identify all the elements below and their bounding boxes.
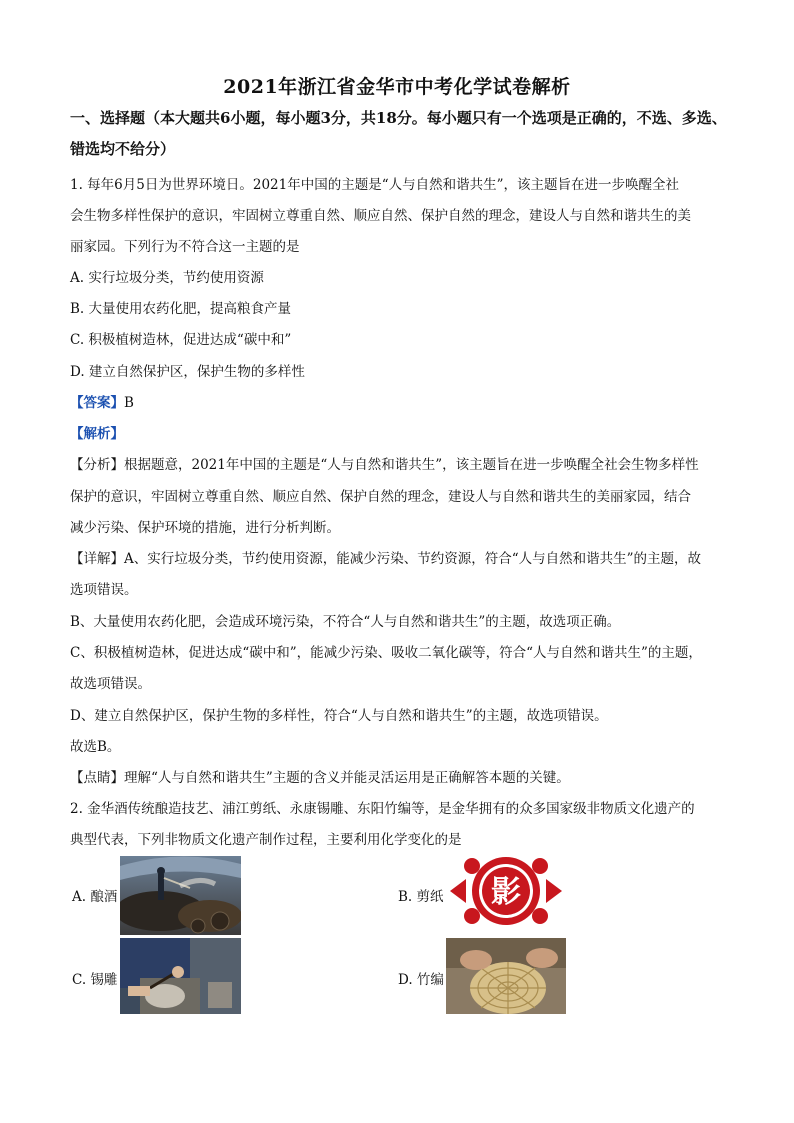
q1-xiangjie-line-2: 选项错误。 [70, 582, 138, 598]
q1-option-d: D. 建立自然保护区，保护生物的多样性 [70, 364, 305, 380]
dianjing-text: 理解“人与自然和谐共生”主题的含义并能灵活运用是正确解答本题的关键。 [124, 770, 570, 786]
q1-answer [70, 391, 134, 411]
tin-carving-photo [120, 938, 241, 1014]
q1-xiangjie-line-5: 故选项错误。 [70, 676, 151, 692]
answer-tag: 【答案】 [70, 395, 124, 411]
xiangjie-tag: 【详解】 [70, 551, 124, 567]
brewing-photo [120, 856, 241, 935]
papercut-char: 影 [491, 875, 521, 910]
q2-option-d-label: D. 竹编 [398, 972, 444, 988]
q1-xiangjie-line-4: C、积极植树造林，促进达成“碳中和”，能减少污染、吸收二氧化碳等，符合“人与自然和谐共生”的主题， [70, 645, 702, 661]
q1-stem-line-3: 丽家园。下列行为不符合这一主题的是 [70, 239, 300, 255]
q2-stem-line-2: 典型代表，下列非物质文化遗产制作过程，主要利用化学变化的是 [70, 832, 462, 848]
q1-jiexi [70, 422, 124, 442]
xiangjie-text-1: A、实行垃圾分类，节约使用资源，能减少污染、节约资源，符合“人与自然和谐共生”的主题，故 [124, 551, 702, 567]
q1-xiangjie-line-3: B、大量使用农药化肥，会造成环境污染，不符合“人与自然和谐共生”的主题，故选项正确。 [70, 614, 621, 630]
q1-option-b: B. 大量使用农药化肥，提高粮食产量 [70, 301, 292, 317]
papercut-image [446, 852, 566, 930]
fenxi-text-1: 根据题意，2021年中国的主题是“人与自然和谐共生”，该主题旨在进一步唤醒全社会生物多样性 [124, 457, 699, 473]
answer-value: B [124, 395, 134, 411]
q2-stem-line-1: 2. 金华酒传统酿造技艺、浦江剪纸、永康锡雕、东阳竹编等，是金华拥有的众多国家级非物质文化遗产的 [70, 801, 695, 817]
q1-xiangjie-line-6: D、建立自然保护区，保护生物的多样性，符合“人与自然和谐共生”的主题，故选项错误。 [70, 708, 608, 724]
q1-fenxi-line-2: 保护的意识，牢固树立尊重自然、顺应自然、保护自然的理念，建设人与自然和谐共生的美丽家园，结合 [70, 489, 691, 505]
fenxi-tag: 【分析】 [70, 457, 124, 473]
jiexi-tag: 【解析】 [70, 426, 124, 442]
q1-fenxi-line-3: 减少污染、保护环境的措施，进行分析判断。 [70, 520, 340, 536]
bamboo-weaving-photo [446, 938, 566, 1014]
q1-stem-line-2: 会生物多样性保护的意识，牢固树立尊重自然、顺应自然、保护自然的理念，建设人与自然和谐共生的美 [70, 208, 691, 224]
q1-option-c: C. 积极植树造林，促进达成“碳中和” [70, 332, 292, 348]
q2-option-a-label: A. 酿酒 [72, 889, 118, 905]
q1-xiangjie-line-7: 故选B。 [70, 739, 121, 755]
q2-option-b-label: B. 剪纸 [398, 889, 444, 905]
q1-option-a: A. 实行垃圾分类，节约使用资源 [70, 270, 264, 286]
q1-xiangjie-line-1 [70, 547, 701, 567]
q1-fenxi-line-1 [70, 453, 699, 473]
q1-dianjing [70, 766, 570, 786]
q2-option-c-label: C. 锡雕 [72, 972, 118, 988]
document-title: 2021年浙江省金华市中考化学试卷解析 [223, 76, 571, 98]
section-header: 一、选择题（本大题共6小题，每小题3分，共18分。每小题只有一个选项是正确的，不选、多选、错选均不给分） [70, 109, 727, 158]
dianjing-tag: 【点睛】 [70, 770, 124, 786]
q1-stem-line-1: 1. 每年6月5日为世界环境日。2021年中国的主题是“人与自然和谐共生”，该主题旨在进一步唤醒全社 [70, 177, 680, 193]
